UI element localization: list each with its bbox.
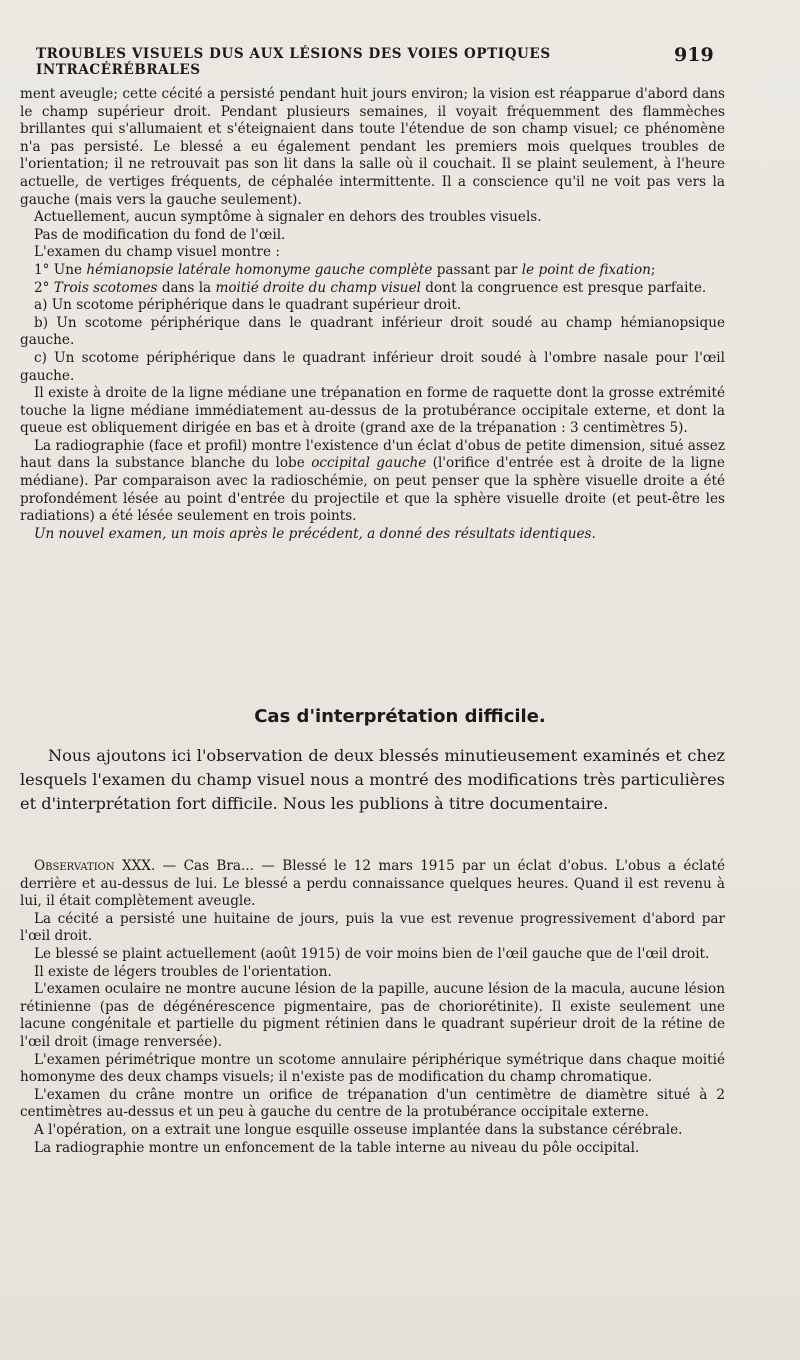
paragraph: L'examen du champ visuel montre : [34, 244, 280, 261]
paragraph: Actuellement, aucun symptôme à signaler en dehors des troubles visuels. [34, 209, 542, 226]
list-item: 2° Trois scotomes dans la moitié droite du champ visuel dont la congruence est presque parfaite. [34, 279, 707, 296]
paragraph: Observation XXX. — Cas Bra... — Blessé le 12 mars 1915 par un éclat d'obus. L'obus a éclaté derrière et au-dessus de lui. Le blessé a perdu connaissance quelques heures. Quand il est revenu à lui, il était complètement aveugle. [20, 858, 725, 910]
page-number: 919 [674, 44, 714, 66]
paragraph: Nous ajoutons ici l'observation de deux blessés minutieusement examinés et chez lesquels l'examen du champ visuel nous a montré des modifications très particulières et d'interprétation fort difficile. Nous les publions à titre documentaire. [20, 746, 725, 813]
intro-text [20, 744, 725, 816]
paragraph: ment aveugle; cette cécité a persisté pendant huit jours environ; la vision est réapparue d'abord dans le champ supérieur droit. Pendant plusieurs semaines, il voyait fréquemment des flammèches brillantes qui s'allumaient et s'éteignaient dans toute l'étendue de son champ visuel; ce phénomène n'a pas persisté. Le blessé a eu également pendant les premiers mois quelques troubles de l'orientation; il ne retrouvait pas son lit dans la salle où il couchait. Il se plaint seulement, à l'heure actuelle, de vertiges fréquents, de céphalée intermittente. Il a conscience qu'il ne voit pas vers la gauche (mais vers la gauche seulement). [20, 86, 725, 208]
paragraph: Il existe de légers troubles de l'orientation. [34, 963, 332, 980]
paragraph: A l'opération, on a extrait une longue esquille osseuse implantée dans la substance cérébrale. [34, 1121, 683, 1138]
paragraph: Un nouvel examen, un mois après le précédent, a donné des résultats identiques. [34, 525, 596, 542]
paragraph: Il existe à droite de la ligne médiane une trépanation en forme de raquette dont la grosse extrémité touche la ligne médiane immédiatement au-dessus de la protubérance occipitale externe, et dont la queue est obliquement dirigée en bas et à droite (grand axe de la trépanation : 3 centimètres 5). [20, 385, 725, 437]
upper-text [20, 86, 725, 543]
paragraph: L'examen périmétrique montre un scotome annulaire périphérique symétrique dans chaque moitié homonyme des deux champs visuels; il n'existe pas de modification du champ chromatique. [20, 1051, 725, 1086]
paragraph: La cécité a persisté une huitaine de jours, puis la vue est revenue progressivement d'abord par l'œil droit. [20, 910, 725, 945]
observation-text [20, 858, 725, 1157]
running-header: TROUBLES VISUELS DUS AUX LÉSIONS DES VOIES OPTIQUES INTRACÉRÉBRALES [36, 46, 551, 78]
list-item: 1° Une hémianopsie latérale homonyme gauche complète passant par le point de fixation; [34, 261, 656, 278]
paragraph: L'examen oculaire ne montre aucune lésion de la papille, aucune lésion de la macula, aucune lésion rétinienne (pas de dégénérescence pigmentaire, pas de choriorétinite). Il existe seulement une lacune congénitale et partielle du pigment rétinien dans le quadrant supérieur droit de la rétine de l'œil droit (image renversée). [20, 981, 725, 1050]
paragraph: La radiographie montre un enfoncement de la table interne au niveau du pôle occipital. [34, 1139, 640, 1156]
paragraph: Pas de modification du fond de l'œil. [34, 226, 286, 243]
paragraph: Le blessé se plaint actuellement (août 1915) de voir moins bien de l'œil gauche que de l'œil droit. [34, 945, 710, 962]
paragraph: La radiographie (face et profil) montre l'existence d'un éclat d'obus de petite dimension, situé assez haut dans la substance blanche du lobe occipital gauche (l'orifice d'entrée est à droite de la ligne médiane). Par comparaison avec la radioschémie, on peut penser que la sphère visuelle droite a été profondément lésée au point d'entrée du projectile et que la sphère visuelle droite (et peut-être les radiations) a été lésée seulement en trois points. [20, 437, 725, 525]
section-heading: Cas d'interprétation difficile. [254, 706, 546, 727]
sub-item: c) Un scotome périphérique dans le quadrant inférieur droit soudé à l'ombre nasale pour l'œil gauche. [20, 349, 725, 384]
sub-item: b) Un scotome périphérique dans le quadrant inférieur droit soudé au champ hémianopsique gauche. [20, 314, 725, 349]
paragraph: L'examen du crâne montre un orifice de trépanation d'un centimètre de diamètre situé à 2 centimètres au-dessus et un peu à gauche du centre de la protubérance occipitale externe. [20, 1086, 725, 1121]
sub-item: a) Un scotome périphérique dans le quadrant supérieur droit. [34, 297, 462, 314]
